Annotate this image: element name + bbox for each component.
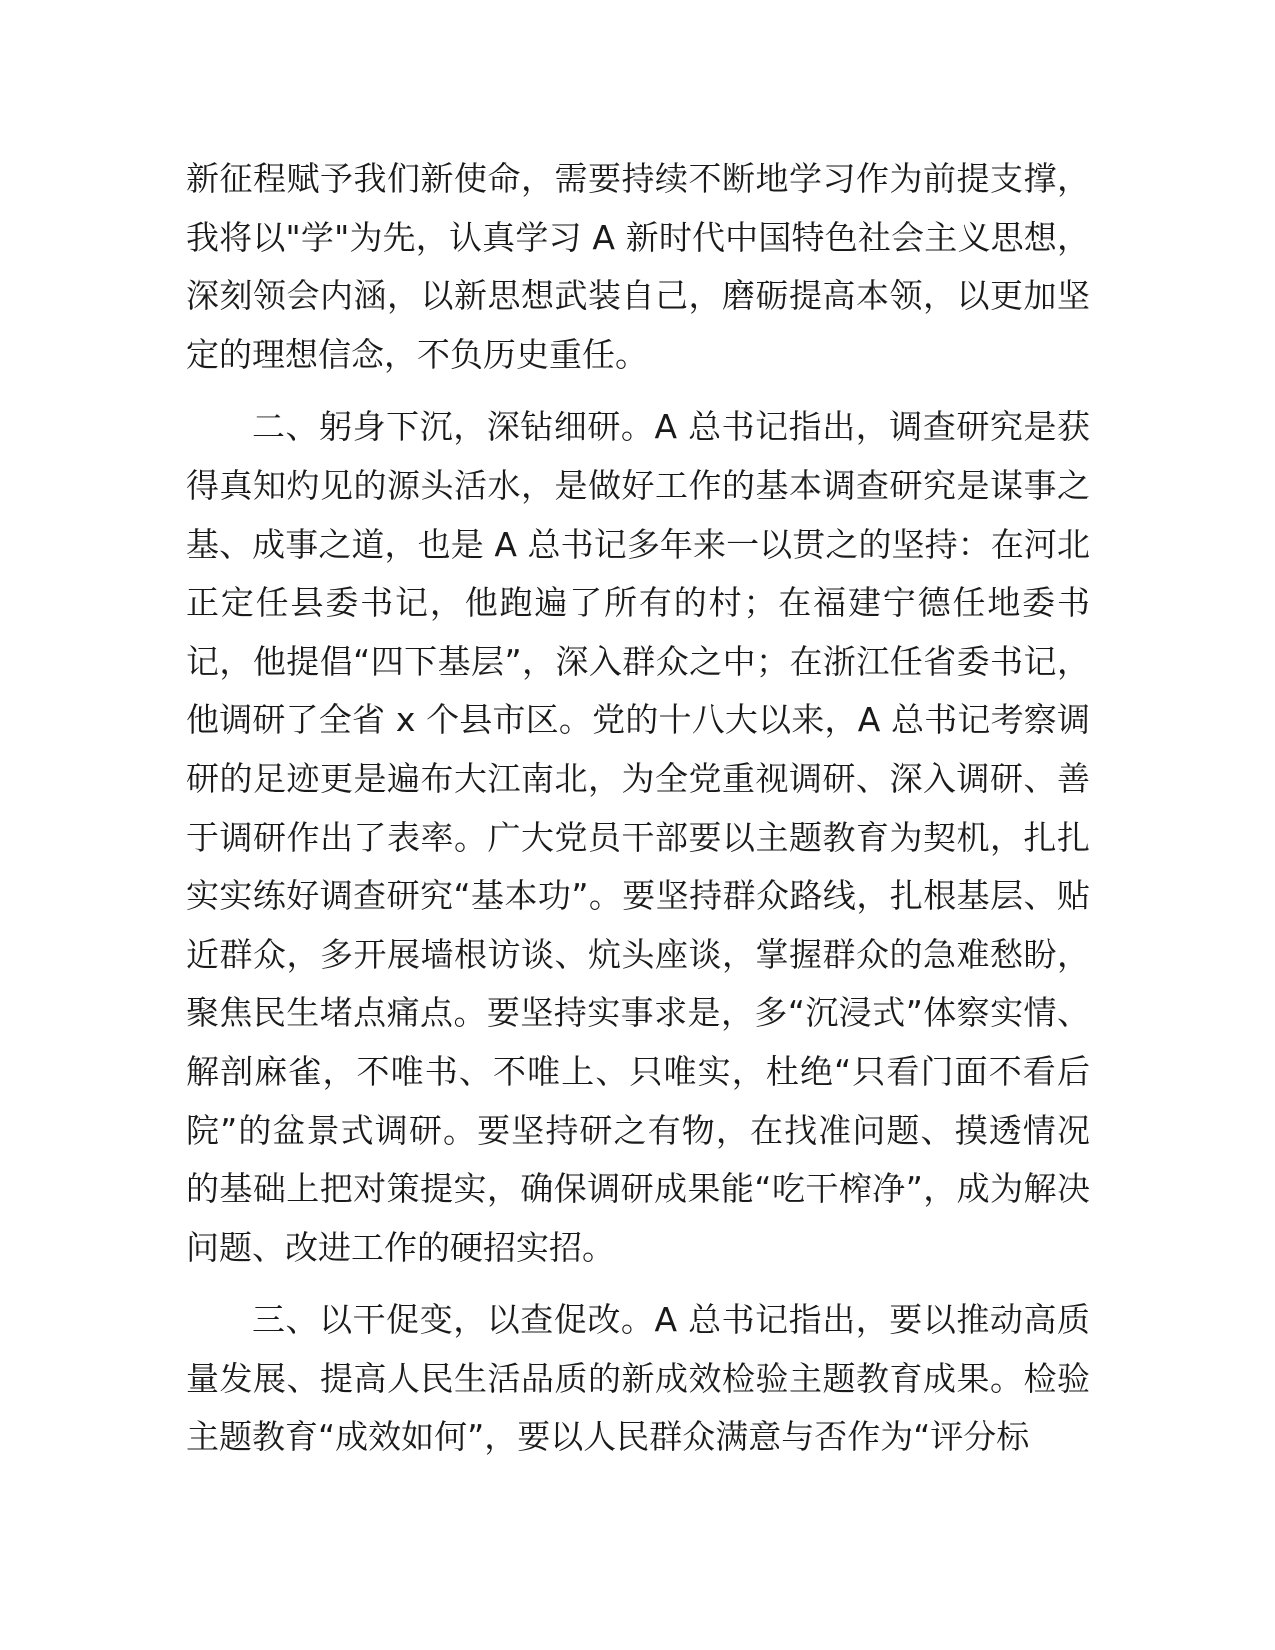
document-body: [186, 150, 1090, 1481]
paragraph-section-two: 二、躬身下沉，深钻细研。A 总书记指出，调查研究是获得真知灼见的源头活水，是做好工作的基本调查研究是谋事之基、成事之道，也是 A 总书记多年来一以贯之的坚持：在河北正定任县委书记，他跑遍了所有的村；在福建宁德任地委书记，他提倡“四下基层”，深入群众之中；在浙江任省委书记，他调研了全省 x 个县市区。党的十八大以来，A 总书记考察调研的足迹更是遍布大江南北，为全党重视调研、深入调研、善于调研作出了表率。广大党员干部要以主题教育为契机，扎扎实实练好调查研究“基本功”。要坚持群众路线，扎根基层、贴近群众，多开展墙根访谈、炕头座谈，掌握群众的急难愁盼，聚焦民生堵点痛点。要坚持实事求是，多“沉浸式”体察实情、解剖麻雀，不唯书、不唯上、只唯实，杜绝“只看门面不看后院”的盆景式调研。要坚持研之有物，在找准问题、摸透情况的基础上把对策提实，确保调研成果能“吃干榨净”，成为解决问题、改进工作的硬招实招。: [186, 407, 1090, 1267]
paragraph-continued: 新征程赋予我们新使命，需要持续不断地学习作为前提支撑，我将以"学"为先，认真学习 A 新时代中国特色社会主义思想，深刻领会内涵，以新思想武装自己，磨砺提高本领，以更加坚定的理想信念，不负历史重任。: [186, 159, 1090, 374]
paragraph-section-three: 三、以干促变，以查促改。A 总书记指出，要以推动高质量发展、提高人民生活品质的新成效检验主题教育成果。检验主题教育“成效如何”，要以人民群众满意与否作为“评分标: [186, 1300, 1090, 1457]
